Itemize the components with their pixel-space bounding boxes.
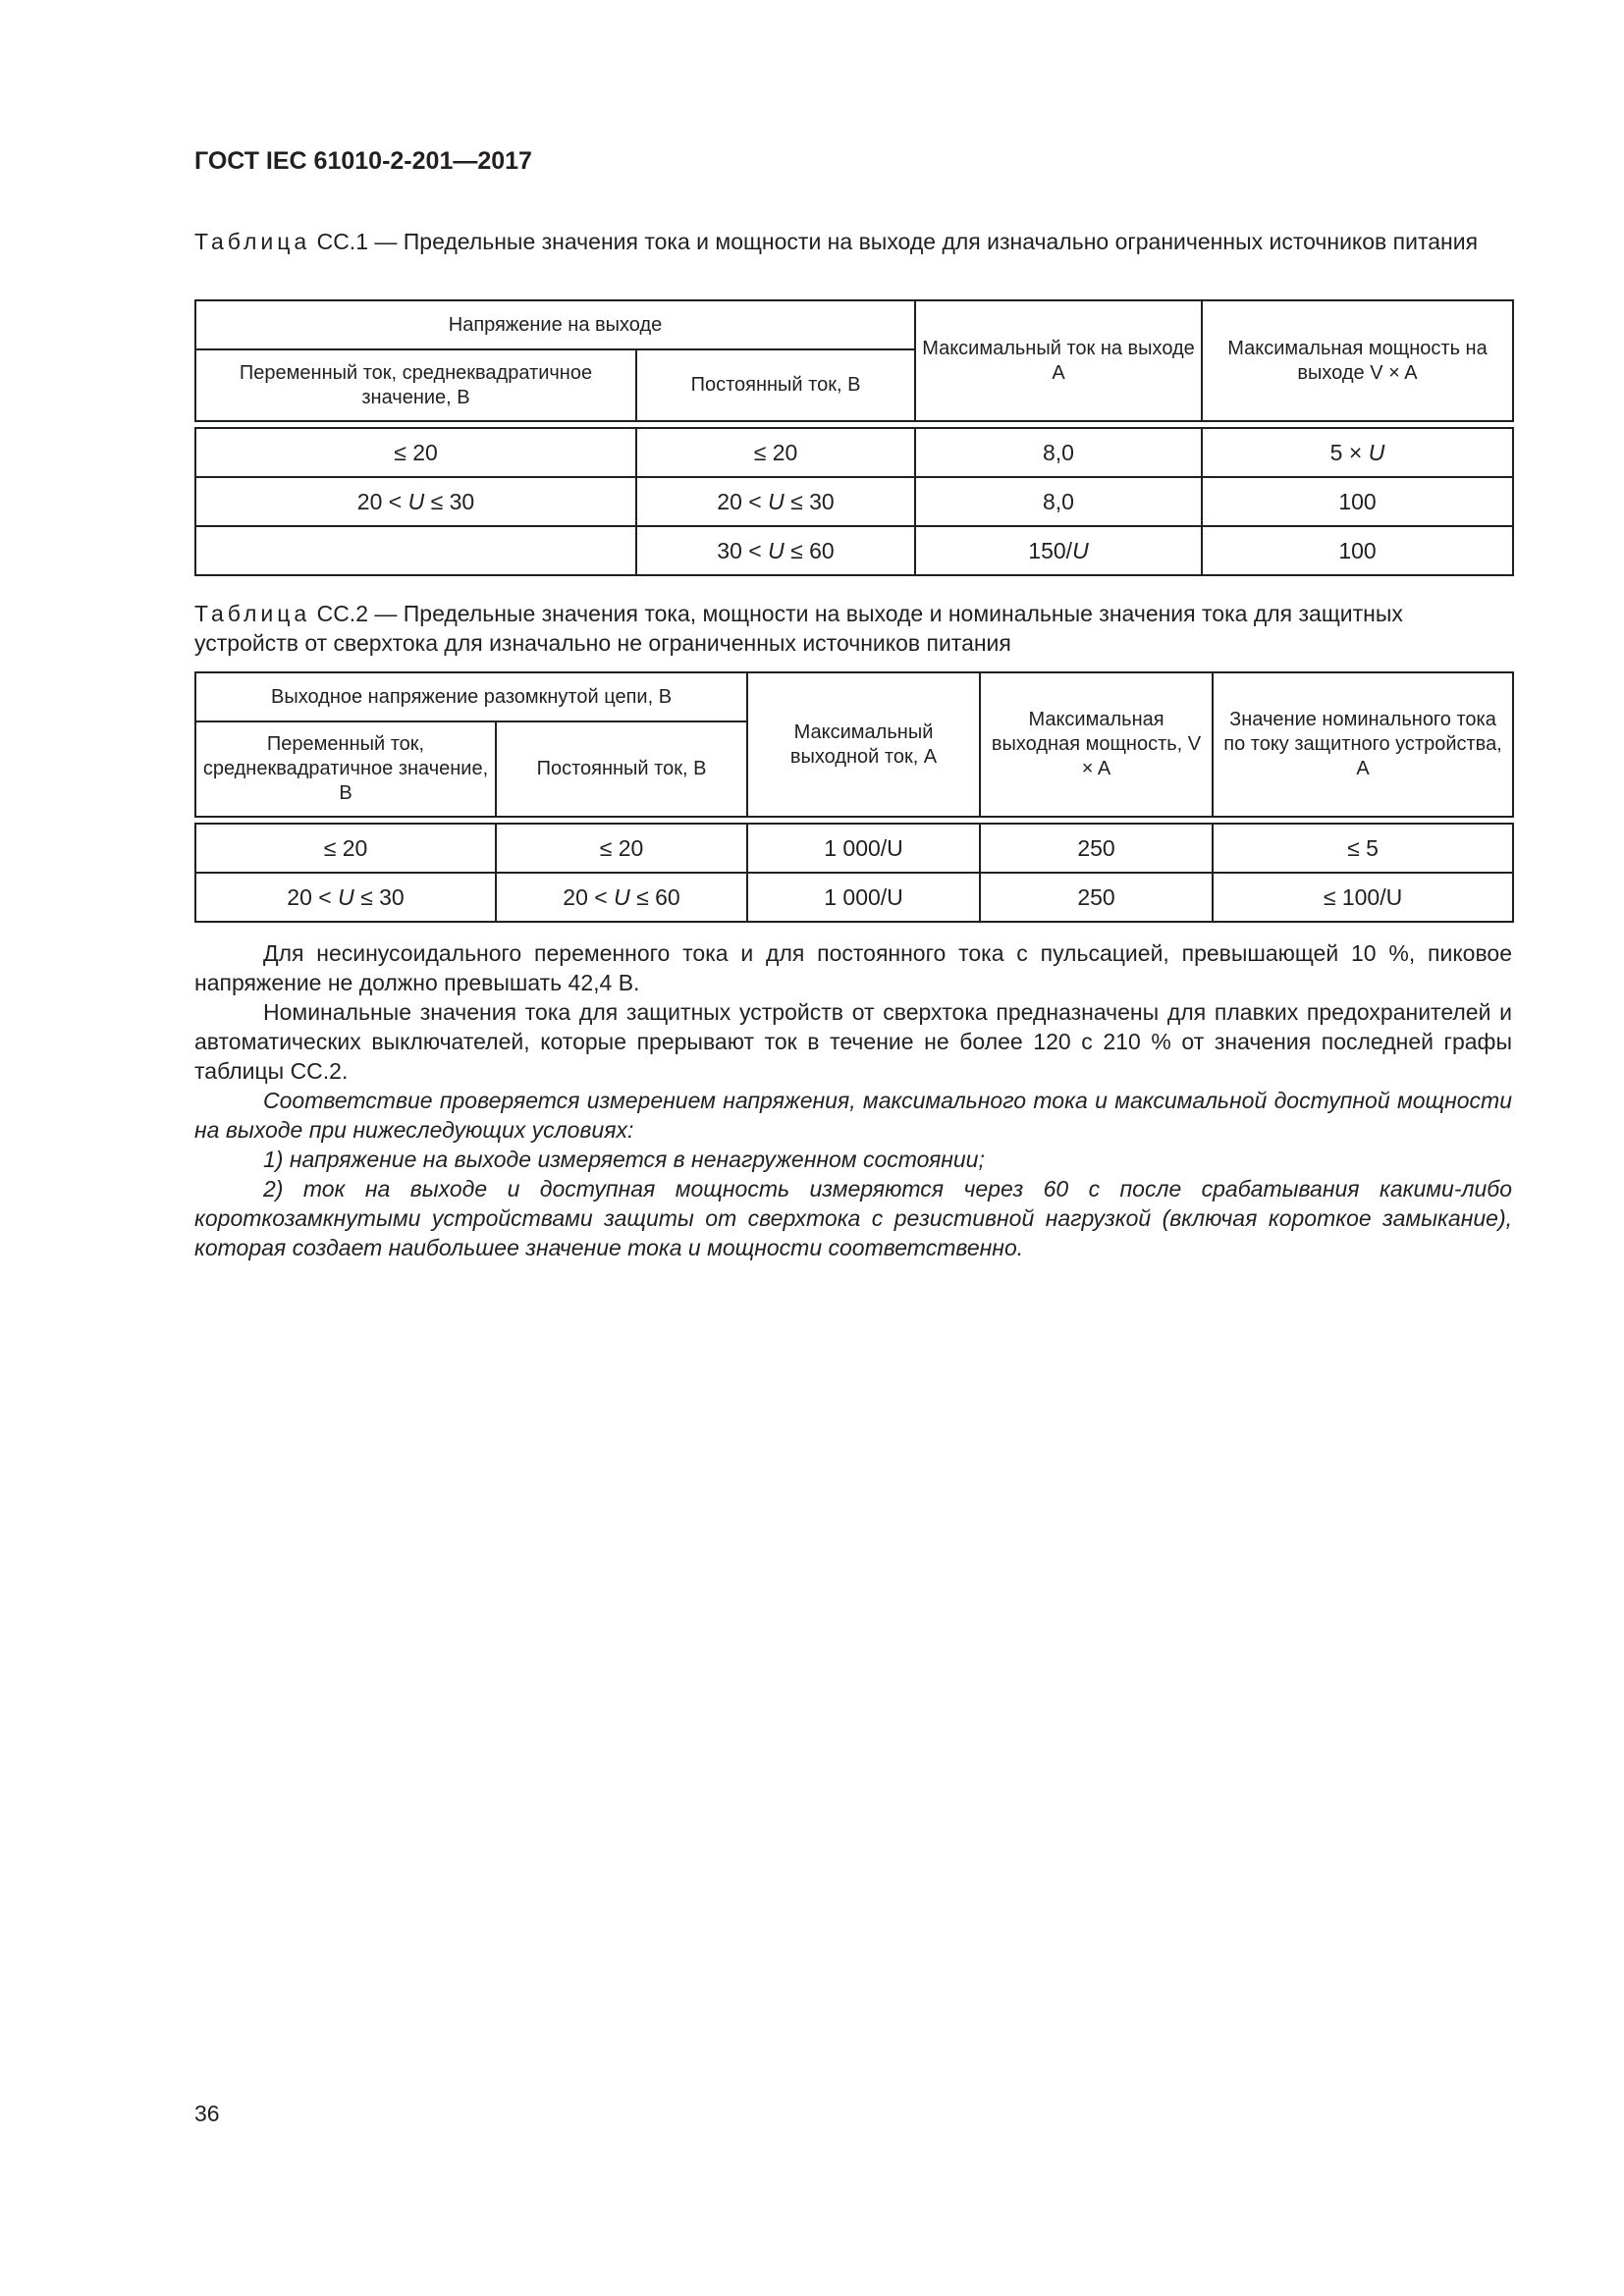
table1-caption-text: СС.1 — Предельные значения тока и мощности на выходе для изначально ограниченных источников питания bbox=[310, 229, 1479, 254]
table2-cell: 1 000/U bbox=[747, 873, 980, 922]
body-text bbox=[194, 938, 1512, 1262]
table2-head-rating: Значение номинального тока по току защитного устройства, А bbox=[1213, 672, 1513, 817]
table-row bbox=[195, 824, 1513, 873]
table1-separator bbox=[195, 421, 1513, 428]
table2-cell: 1 000/U bbox=[747, 824, 980, 873]
table1-cell: 30 < U ≤ 60 bbox=[636, 526, 915, 575]
paragraph: Для несинусоидального переменного тока и для постоянного тока с пульсацией, превышающей 10 %, пиковое напряжение не должно превышать 42,4 В. bbox=[194, 940, 1512, 995]
paragraph: Номинальные значения тока для защитных устройств от сверхтока предназначены для плавких предохранителей и автоматических выключателей, которые прерывают ток в течение не более 120 с 210 % от значения последней графы таблицы СС.2. bbox=[194, 999, 1512, 1084]
table2-head-current: Максимальный выходной ток, А bbox=[747, 672, 980, 817]
table-row bbox=[195, 477, 1513, 526]
table1-head-ac: Переменный ток, среднеквадратичное значение, В bbox=[195, 349, 636, 421]
table1-caption-prefix: Таблица bbox=[194, 229, 311, 254]
table1-cell: 8,0 bbox=[915, 477, 1202, 526]
table1-cell: 8,0 bbox=[915, 428, 1202, 477]
table1-cell: 20 < U ≤ 30 bbox=[636, 477, 915, 526]
table2-caption bbox=[194, 599, 1510, 658]
table1-head-dc: Постоянный ток, В bbox=[636, 349, 915, 421]
table2-cell: 250 bbox=[980, 824, 1213, 873]
table2-cell: ≤ 100/U bbox=[1213, 873, 1513, 922]
table2-cell: ≤ 20 bbox=[195, 824, 496, 873]
table1-cell: 150/U bbox=[915, 526, 1202, 575]
table1-cell: ≤ 20 bbox=[195, 428, 636, 477]
table1-head-current: Максимальный ток на выходе А bbox=[915, 300, 1202, 421]
table1-cell: 20 < U ≤ 30 bbox=[195, 477, 636, 526]
compliance-paragraph: Соответствие проверяется измерением напряжения, максимального тока и максимальной доступной мощности на выходе при нижеследующих условиях: bbox=[194, 1088, 1512, 1143]
table1-caption bbox=[194, 227, 1510, 256]
table-cc2 bbox=[194, 671, 1514, 923]
table2-cell: 20 < U ≤ 30 bbox=[195, 873, 496, 922]
table1-cell: 5 × U bbox=[1202, 428, 1513, 477]
table2-cell: ≤ 5 bbox=[1213, 824, 1513, 873]
condition-item-2: 2) ток на выходе и доступная мощность измеряются через 60 с после срабатывания какими-либо короткозамкнутыми устройствами защиты от сверхтока с резистивной нагрузкой (включая короткое замыкание), которая создает наибольшее значение тока и мощности соответственно. bbox=[194, 1176, 1512, 1260]
condition-item-1: 1) напряжение на выходе измеряется в ненагруженном состоянии; bbox=[263, 1147, 985, 1172]
table2-cell: ≤ 20 bbox=[496, 824, 747, 873]
document-header: ГОСТ IEC 61010-2-201—2017 bbox=[194, 147, 532, 175]
table1-cell bbox=[195, 526, 636, 575]
table2-head-dc: Постоянный ток, В bbox=[496, 721, 747, 817]
table2-caption-text: СС.2 — Предельные значения тока, мощности на выходе и номинальные значения тока для защитных устройств от сверхтока для изначально не ограниченных источников питания bbox=[194, 601, 1403, 656]
table1-cell: ≤ 20 bbox=[636, 428, 915, 477]
table2-separator bbox=[195, 817, 1513, 824]
table-cc1 bbox=[194, 299, 1514, 576]
table2-head-ac: Переменный ток, среднеквадратичное значение, В bbox=[195, 721, 496, 817]
table1-cell: 100 bbox=[1202, 526, 1513, 575]
table1-cell: 100 bbox=[1202, 477, 1513, 526]
table2-cell: 250 bbox=[980, 873, 1213, 922]
table1-head-power: Максимальная мощность на выходе V × A bbox=[1202, 300, 1513, 421]
table2-head-group: Выходное напряжение разомкнутой цепи, В bbox=[195, 672, 747, 721]
table-row bbox=[195, 873, 1513, 922]
table-row bbox=[195, 526, 1513, 575]
page-number: 36 bbox=[194, 2101, 220, 2126]
table-row bbox=[195, 428, 1513, 477]
table2-caption-prefix: Таблица bbox=[194, 601, 311, 626]
table2-cell: 20 < U ≤ 60 bbox=[496, 873, 747, 922]
table2-head-power: Максимальная выходная мощность, V × A bbox=[980, 672, 1213, 817]
table1-head-group: Напряжение на выходе bbox=[195, 300, 915, 349]
